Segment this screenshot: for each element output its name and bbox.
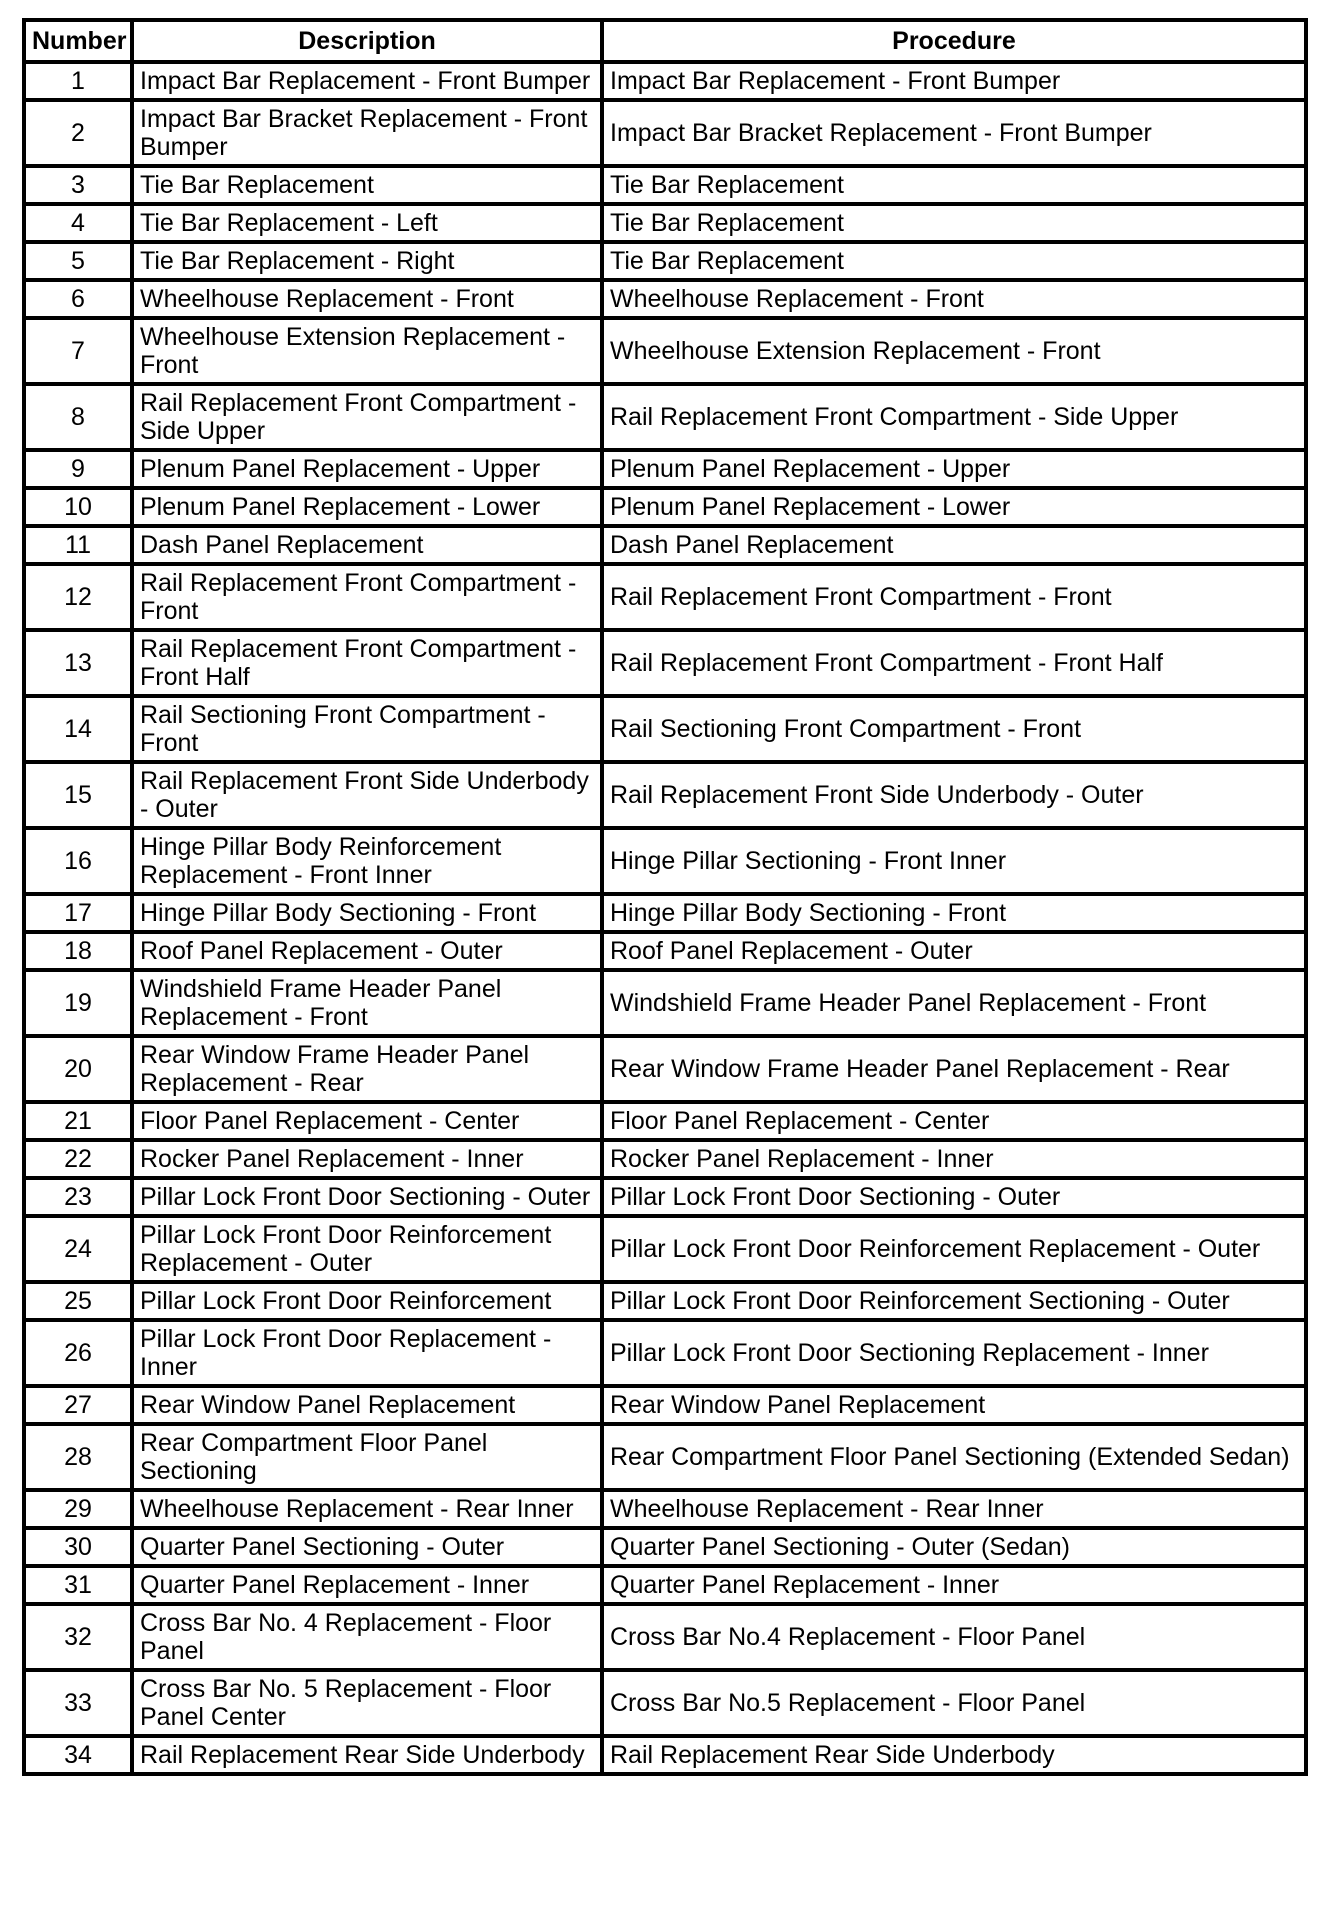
table-row [24,1178,1306,1216]
column-header-description: Description [132,20,602,62]
table-row [24,1566,1306,1604]
row-procedure: Cross Bar No.4 Replacement - Floor Panel [602,1604,1306,1670]
table-row [24,1604,1306,1670]
row-procedure: Impact Bar Replacement - Front Bumper [602,62,1306,100]
row-number: 1 [24,62,132,100]
row-number: 5 [24,242,132,280]
row-number: 4 [24,204,132,242]
row-number: 24 [24,1216,132,1282]
row-description: Quarter Panel Sectioning - Outer [132,1528,602,1566]
table-row [24,1424,1306,1490]
table-row [24,526,1306,564]
table-row [24,1670,1306,1736]
row-procedure: Roof Panel Replacement - Outer [602,932,1306,970]
row-description: Rail Replacement Front Compartment - Front Half [132,630,602,696]
table-row [24,62,1306,100]
table-row [24,488,1306,526]
row-procedure: Cross Bar No.5 Replacement - Floor Panel [602,1670,1306,1736]
table-row [24,564,1306,630]
row-description: Tie Bar Replacement - Left [132,204,602,242]
column-header-number: Number [24,20,132,62]
table-row [24,932,1306,970]
row-number: 8 [24,384,132,450]
row-number: 30 [24,1528,132,1566]
row-procedure: Tie Bar Replacement [602,242,1306,280]
row-description: Wheelhouse Replacement - Rear Inner [132,1490,602,1528]
row-number: 29 [24,1490,132,1528]
procedure-table [22,18,1308,1776]
row-description: Roof Panel Replacement - Outer [132,932,602,970]
row-description: Rail Replacement Front Side Underbody - Outer [132,762,602,828]
row-number: 16 [24,828,132,894]
row-number: 21 [24,1102,132,1140]
table-row [24,1528,1306,1566]
table-row [24,1386,1306,1424]
row-procedure: Tie Bar Replacement [602,166,1306,204]
table-row [24,100,1306,166]
row-number: 9 [24,450,132,488]
row-procedure: Quarter Panel Replacement - Inner [602,1566,1306,1604]
row-procedure: Plenum Panel Replacement - Lower [602,488,1306,526]
row-procedure: Hinge Pillar Sectioning - Front Inner [602,828,1306,894]
row-description: Rail Sectioning Front Compartment - Front [132,696,602,762]
row-procedure: Rocker Panel Replacement - Inner [602,1140,1306,1178]
row-number: 34 [24,1736,132,1774]
table-row [24,828,1306,894]
row-procedure: Rail Replacement Front Compartment - Front Half [602,630,1306,696]
table-row [24,318,1306,384]
table-row [24,894,1306,932]
row-procedure: Rear Window Panel Replacement [602,1386,1306,1424]
table-row [24,1036,1306,1102]
row-number: 22 [24,1140,132,1178]
row-procedure: Windshield Frame Header Panel Replacement - Front [602,970,1306,1036]
row-description: Rail Replacement Front Compartment - Side Upper [132,384,602,450]
row-number: 2 [24,100,132,166]
row-procedure: Pillar Lock Front Door Reinforcement Sectioning - Outer [602,1282,1306,1320]
row-description: Pillar Lock Front Door Sectioning - Outer [132,1178,602,1216]
row-description: Tie Bar Replacement - Right [132,242,602,280]
row-number: 14 [24,696,132,762]
table-header-row [24,20,1306,62]
row-description: Pillar Lock Front Door Reinforcement Replacement - Outer [132,1216,602,1282]
row-number: 6 [24,280,132,318]
row-number: 3 [24,166,132,204]
row-number: 33 [24,1670,132,1736]
row-number: 11 [24,526,132,564]
table-row [24,696,1306,762]
row-procedure: Rail Sectioning Front Compartment - Front [602,696,1306,762]
row-description: Rail Replacement Front Compartment - Front [132,564,602,630]
row-number: 17 [24,894,132,932]
row-number: 13 [24,630,132,696]
row-description: Floor Panel Replacement - Center [132,1102,602,1140]
row-procedure: Pillar Lock Front Door Sectioning - Outer [602,1178,1306,1216]
row-procedure: Hinge Pillar Body Sectioning - Front [602,894,1306,932]
row-description: Rocker Panel Replacement - Inner [132,1140,602,1178]
row-number: 32 [24,1604,132,1670]
row-procedure: Rail Replacement Rear Side Underbody [602,1736,1306,1774]
row-number: 12 [24,564,132,630]
row-description: Plenum Panel Replacement - Lower [132,488,602,526]
row-procedure: Pillar Lock Front Door Reinforcement Replacement - Outer [602,1216,1306,1282]
row-procedure: Dash Panel Replacement [602,526,1306,564]
table-row [24,1320,1306,1386]
row-procedure: Rail Replacement Front Compartment - Front [602,564,1306,630]
row-number: 31 [24,1566,132,1604]
table-row [24,1282,1306,1320]
row-procedure: Quarter Panel Sectioning - Outer (Sedan) [602,1528,1306,1566]
row-description: Cross Bar No. 4 Replacement - Floor Panel [132,1604,602,1670]
row-description: Wheelhouse Extension Replacement - Front [132,318,602,384]
table-row [24,450,1306,488]
row-number: 27 [24,1386,132,1424]
row-number: 10 [24,488,132,526]
row-description: Hinge Pillar Body Reinforcement Replacement - Front Inner [132,828,602,894]
table-row [24,242,1306,280]
row-number: 19 [24,970,132,1036]
row-procedure: Floor Panel Replacement - Center [602,1102,1306,1140]
row-description: Dash Panel Replacement [132,526,602,564]
row-procedure: Impact Bar Bracket Replacement - Front Bumper [602,100,1306,166]
table-row [24,280,1306,318]
row-procedure: Pillar Lock Front Door Sectioning Replacement - Inner [602,1320,1306,1386]
row-procedure: Wheelhouse Replacement - Rear Inner [602,1490,1306,1528]
row-number: 7 [24,318,132,384]
row-number: 23 [24,1178,132,1216]
row-description: Windshield Frame Header Panel Replacement - Front [132,970,602,1036]
row-procedure: Rear Window Frame Header Panel Replacement - Rear [602,1036,1306,1102]
row-procedure: Plenum Panel Replacement - Upper [602,450,1306,488]
row-procedure: Wheelhouse Replacement - Front [602,280,1306,318]
row-description: Tie Bar Replacement [132,166,602,204]
row-description: Impact Bar Replacement - Front Bumper [132,62,602,100]
row-procedure: Wheelhouse Extension Replacement - Front [602,318,1306,384]
table-row [24,1140,1306,1178]
row-procedure: Rear Compartment Floor Panel Sectioning (Extended Sedan) [602,1424,1306,1490]
row-description: Rear Window Frame Header Panel Replacement - Rear [132,1036,602,1102]
table-row [24,1102,1306,1140]
row-number: 25 [24,1282,132,1320]
row-description: Rail Replacement Rear Side Underbody [132,1736,602,1774]
row-procedure: Rail Replacement Front Side Underbody - Outer [602,762,1306,828]
row-description: Wheelhouse Replacement - Front [132,280,602,318]
row-description: Rear Window Panel Replacement [132,1386,602,1424]
table-row [24,762,1306,828]
table-row [24,630,1306,696]
row-description: Cross Bar No. 5 Replacement - Floor Panel Center [132,1670,602,1736]
row-procedure: Tie Bar Replacement [602,204,1306,242]
table-row [24,1736,1306,1774]
row-description: Plenum Panel Replacement - Upper [132,450,602,488]
row-description: Quarter Panel Replacement - Inner [132,1566,602,1604]
row-description: Impact Bar Bracket Replacement - Front Bumper [132,100,602,166]
row-description: Hinge Pillar Body Sectioning - Front [132,894,602,932]
table-row [24,166,1306,204]
row-procedure: Rail Replacement Front Compartment - Side Upper [602,384,1306,450]
row-description: Pillar Lock Front Door Reinforcement [132,1282,602,1320]
row-description: Rear Compartment Floor Panel Sectioning [132,1424,602,1490]
row-number: 28 [24,1424,132,1490]
column-header-procedure: Procedure [602,20,1306,62]
table-row [24,1216,1306,1282]
table-row [24,970,1306,1036]
table-row [24,1490,1306,1528]
table-row [24,204,1306,242]
row-number: 15 [24,762,132,828]
procedure-table-container [22,18,1304,1776]
row-number: 26 [24,1320,132,1386]
row-description: Pillar Lock Front Door Replacement - Inner [132,1320,602,1386]
table-row [24,384,1306,450]
row-number: 18 [24,932,132,970]
row-number: 20 [24,1036,132,1102]
